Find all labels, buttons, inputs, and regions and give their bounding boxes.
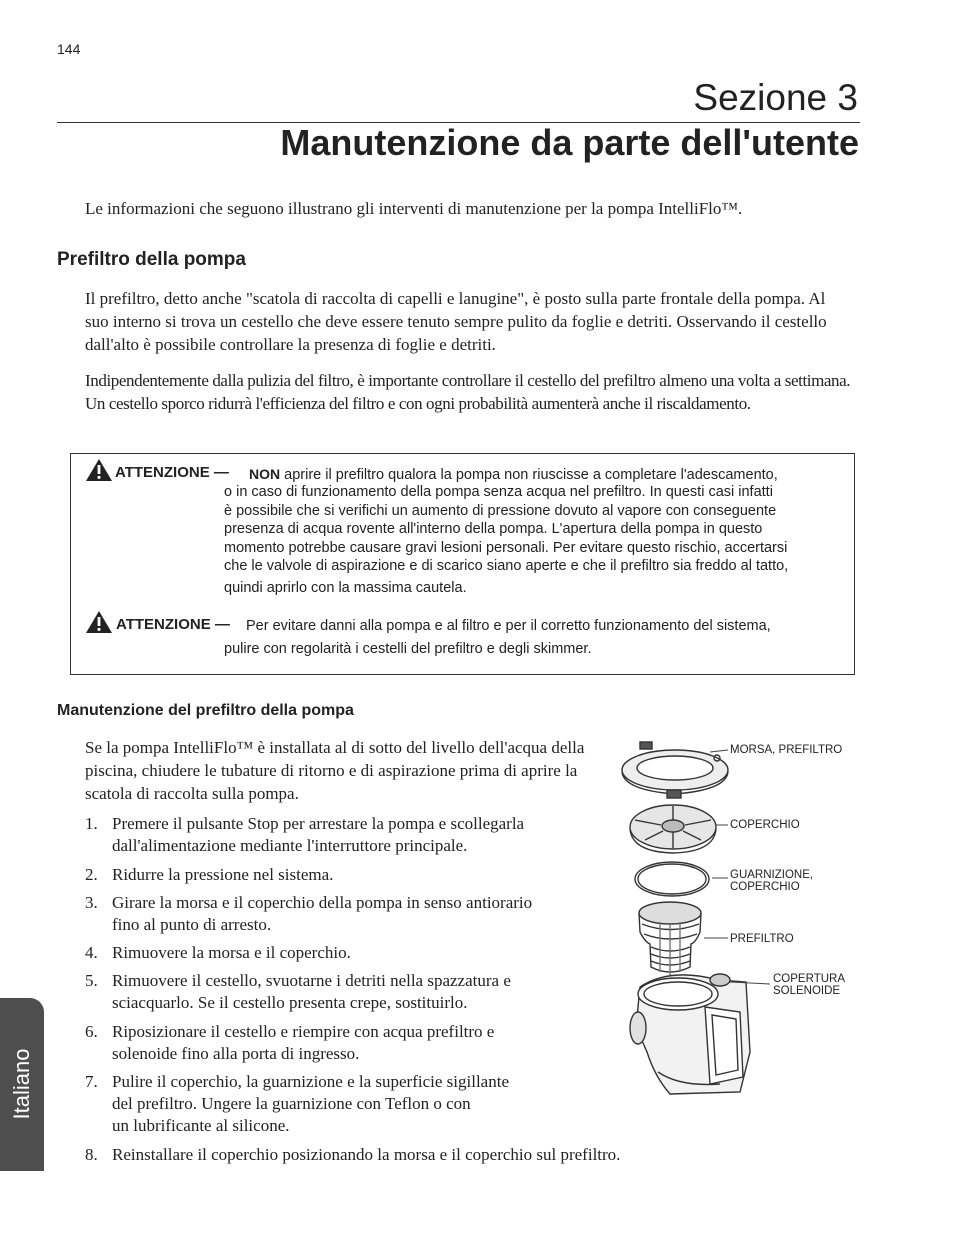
step-number: 3. [85,893,98,912]
gasket-part [635,862,709,896]
pump-drawing [600,732,880,1102]
warning-2-head: ATTENZIONE — [116,616,230,633]
warning-triangle-icon [85,458,113,482]
step-number: 4. [85,943,98,962]
warning-1-strong: NON [249,466,281,482]
warning-box [70,453,855,675]
step-text: del prefiltro. Ungere la guarnizione con Teflon o con [112,1094,471,1113]
leader-lines [704,750,770,984]
language-tab [0,998,44,1171]
step-number: 7. [85,1072,98,1091]
step-text: dall'alimentazione mediante l'interruttore principale. [112,836,468,855]
lid-part [630,805,716,853]
step-number: 2. [85,865,98,884]
step-text: sciacquarlo. Se il cestello presenta crepe, sostituirlo. [112,993,468,1012]
intro-paragraph: Le informazioni che seguono illustrano gli interventi di manutenzione per la pompa IntelliFlo™. [85,199,743,218]
warning-1-line-4: momento potrebbe causare gravi lesioni personali. Per evitare questo rischio, accertarsi [224,539,788,556]
warning-1-line-3: presenza di acqua rovente all'interno della pompa. L'apertura della pompa in questo [224,521,763,537]
step-text: Premere il pulsante Stop per arrestare la pompa e scollegarla [112,814,525,833]
warning-1-head: ATTENZIONE — [115,464,229,481]
warning-1-line-0: aprire il prefiltro qualora la pompa non riuscisse a completare l'adescamento, [280,467,778,483]
step-text: Rimuovere il cestello, svuotarne i detriti nella spazzatura e [112,971,511,990]
step-number: 5. [85,971,98,990]
warning-1-first-line [249,465,778,485]
page-number: 144 [57,41,81,57]
step-number: 8. [85,1145,98,1164]
pump-exploded-diagram [600,732,880,1102]
manutenzione-heading: Manutenzione del prefiltro della pompa [57,702,354,719]
step-text: Riposizionare il cestello e riempire con acqua prefiltro e [112,1022,495,1041]
language-tab-label: Italiano [9,1048,34,1120]
prefiltro-paragraph-2: Indipendentemente dalla pulizia del filtro, è importante controllare il cestello del prefiltro almeno una volta a settimana. Un cestello sporco ridurrà l'efficienza del filtro e con ogni probabilità aumenterà anche il riscaldamento. [85,371,851,413]
step-text: Rimuovere la morsa e il coperchio. [112,943,351,962]
prefiltro-heading: Prefiltro della pompa [57,249,246,270]
step-text: fino al punto di arresto. [112,915,272,934]
warning-1-line-6: quindi aprirlo con la massima cautela. [224,580,467,596]
warning-1-line-5: che le valvole di aspirazione e di scarico siano aperte e che il prefiltro sia freddo al tatto, [224,558,789,574]
label-guarnizione-1: GUARNIZIONE, [730,869,814,881]
step-text: Ridurre la pressione nel sistema. [112,865,334,884]
step-text: Pulire il coperchio, la guarnizione e la superficie sigillante [112,1072,509,1091]
pump-body-part [630,974,750,1094]
step-number: 1. [85,814,98,833]
section-label: Sezione 3 [693,77,858,118]
manutenzione-intro: Se la pompa IntelliFlo™ è installata al di sotto del livello dell'acqua della piscina, chiudere le tubature di ritorno e di aspirazione prima di aprire la scatola di raccolta sulla pompa. [85,738,585,803]
label-solenoide-2: SOLENOIDE [773,985,841,997]
page-title: Manutenzione da parte dell'utente [280,122,859,163]
step-text: solenoide fino alla porta di ingresso. [112,1044,360,1063]
label-prefiltro: PREFILTRO [730,933,794,945]
warning-2-line-1: pulire con regolarità i cestelli del prefiltro e degli skimmer. [224,641,592,657]
warning-1-line-1: o in caso di funzionamento della pompa senza acqua nel prefiltro. In questi casi infatti [224,484,773,500]
label-morsa: MORSA, PREFILTRO [730,744,843,756]
label-coperchio: COPERCHIO [730,819,800,831]
clamp-part [622,742,728,798]
step-text: Girare la morsa e il coperchio della pompa in senso antiorario [112,893,533,912]
gasket-part-inner [638,864,706,894]
warning-triangle-icon [85,610,113,634]
step-number: 6. [85,1022,98,1041]
warning-1-line-2: è possibile che si verifichi un aumento di pressione dovuto al vapore con conseguente [224,502,777,519]
step-text: un lubrificante al silicone. [112,1116,290,1135]
label-solenoide-1: COPERTURA [773,973,845,985]
step-text: Reinstallare il coperchio posizionando la morsa e il coperchio sul prefiltro. [112,1145,621,1164]
prefiltro-paragraph-1: Il prefiltro, detto anche "scatola di raccolta di capelli e lanugine", è posto sulla parte frontale della pompa. Al suo interno si trova un cestello che deve essere tenuto sempre pulito da foglie e detriti. Osservando il cestello dall'alto è possibile controllare la presenza di foglie e detriti. [85,289,827,354]
label-guarnizione-2: COPERCHIO [730,881,800,893]
basket-part [639,902,701,975]
warning-2-line-0: Per evitare danni alla pompa e al filtro e per il corretto funzionamento del sistema, [246,618,771,634]
